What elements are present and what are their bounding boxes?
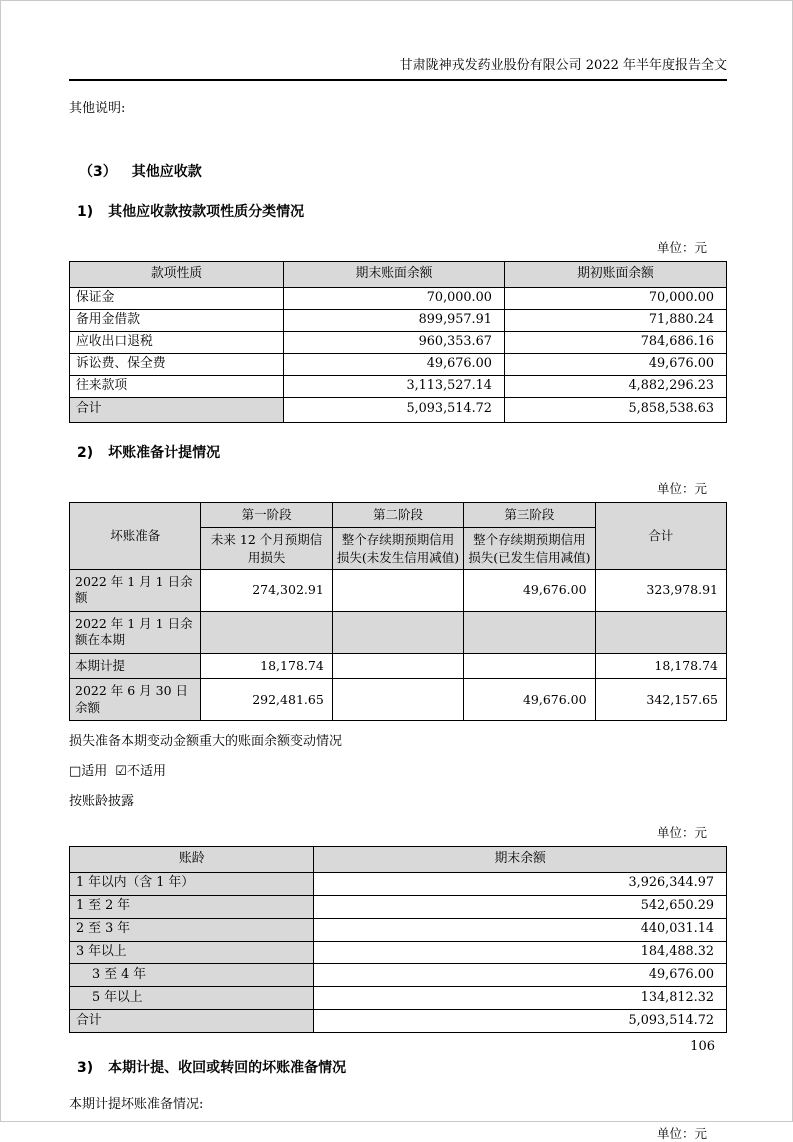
cell-total: 342,157.65 xyxy=(595,679,726,721)
cell-aging-bucket: 1 年以内（含 1 年） xyxy=(70,872,314,895)
table-row xyxy=(70,964,727,987)
column-header: 期末账面余额 xyxy=(284,262,505,288)
cell-stage3 xyxy=(464,653,595,679)
column-header: 期初账面余额 xyxy=(504,262,726,288)
cell-closing-balance: 5,093,514.72 xyxy=(284,397,505,422)
cell-stage1: 292,481.65 xyxy=(201,679,332,721)
cell-opening-balance: 784,686.16 xyxy=(504,331,726,353)
cell-closing-balance: 184,488.32 xyxy=(314,941,727,964)
table-row xyxy=(70,918,727,941)
stage-header: 第三阶段 xyxy=(464,502,595,528)
cell-closing-balance: 960,353.67 xyxy=(284,331,505,353)
corner-header: 坏账准备 xyxy=(70,502,201,569)
cell-total: 18,178.74 xyxy=(595,653,726,679)
cell-stage1: 274,302.91 xyxy=(201,569,332,611)
cell-closing-balance: 3,926,344.97 xyxy=(314,872,727,895)
subsection-title: 其他应收款按款项性质分类情况 xyxy=(108,204,305,221)
cell-stage1: 18,178.74 xyxy=(201,653,332,679)
cell-aging-bucket: 5 年以上 xyxy=(70,987,314,1010)
cell-stage3 xyxy=(464,611,595,653)
cell-item: 诉讼费、保全费 xyxy=(70,353,284,375)
loss-change-note: 损失准备本期变动金额重大的账面余额变动情况 xyxy=(69,734,343,750)
aging-table xyxy=(69,846,727,1033)
cell-stage2 xyxy=(332,679,463,721)
subsection-heading-nature xyxy=(69,203,727,221)
cell-stage3: 49,676.00 xyxy=(464,569,595,611)
cell-row-label: 2022 年 6 月 30 日余额 xyxy=(70,679,201,721)
cell-total xyxy=(595,611,726,653)
section-title: 其他应收款 xyxy=(131,163,202,180)
stage-subheader: 整个存续期预期信用损失(已发生信用减值) xyxy=(464,528,595,570)
cell-stage2 xyxy=(332,611,463,653)
table-row xyxy=(70,375,727,397)
table-row xyxy=(70,331,727,353)
table-header-row xyxy=(70,262,727,288)
cell-closing-balance: 49,676.00 xyxy=(314,964,727,987)
cell-opening-balance: 49,676.00 xyxy=(504,353,726,375)
cell-closing-balance: 70,000.00 xyxy=(284,288,505,310)
cell-stage2 xyxy=(332,653,463,679)
cell-opening-balance: 5,858,538.63 xyxy=(504,397,726,422)
cell-aging-bucket: 1 至 2 年 xyxy=(70,895,314,918)
table-row xyxy=(70,611,727,653)
cell-closing-balance: 899,957.91 xyxy=(284,310,505,332)
subsection-number: 1) xyxy=(77,204,94,221)
report-title: 甘肃陇神戎发药业股份有限公司 2022 年半年度报告全文 xyxy=(399,58,727,73)
cell-stage1 xyxy=(201,611,332,653)
cell-row-label: 2022 年 1 月 1 日余额在本期 xyxy=(70,611,201,653)
cell-closing-balance: 5,093,514.72 xyxy=(314,1010,727,1033)
cell-opening-balance: 71,880.24 xyxy=(504,310,726,332)
table-header-row xyxy=(70,502,727,528)
table-row xyxy=(70,569,727,611)
table-total-row xyxy=(70,1010,727,1033)
unit-label: 单位：元 xyxy=(656,1126,707,1142)
stage-subheader: 整个存续期预期信用损失(未发生信用减值) xyxy=(332,528,463,570)
table-row xyxy=(70,895,727,918)
unit-label: 单位：元 xyxy=(656,240,707,256)
cell-opening-balance: 4,882,296.23 xyxy=(504,375,726,397)
payment-nature-table xyxy=(69,261,727,422)
table-row xyxy=(70,872,727,895)
subsection-heading-provision xyxy=(69,444,727,462)
column-header: 款项性质 xyxy=(70,262,284,288)
aging-disclosure-note: 按账龄披露 xyxy=(69,794,135,810)
stage-header: 第二阶段 xyxy=(332,502,463,528)
cell-closing-balance: 134,812.32 xyxy=(314,987,727,1010)
unit-label: 单位：元 xyxy=(656,480,707,496)
subsection-title: 坏账准备计提情况 xyxy=(108,444,221,461)
subsection-title: 本期计提、收回或转回的坏账准备情况 xyxy=(108,1060,347,1077)
section-number: （3） xyxy=(79,163,117,180)
cell-row-label: 本期计提 xyxy=(70,653,201,679)
cell-closing-balance: 440,031.14 xyxy=(314,918,727,941)
cell-closing-balance: 49,676.00 xyxy=(284,353,505,375)
stage-header: 第一阶段 xyxy=(201,502,332,528)
page-header xyxy=(69,1,727,81)
table-row xyxy=(70,941,727,964)
cell-aging-bucket: 3 至 4 年 xyxy=(70,964,314,987)
cell-total-label: 合计 xyxy=(70,397,284,422)
cell-total-label: 合计 xyxy=(70,1010,314,1033)
cell-item: 应收出口退税 xyxy=(70,331,284,353)
cell-item: 往来款项 xyxy=(70,375,284,397)
unit-label: 单位：元 xyxy=(656,824,707,840)
cell-closing-balance: 3,113,527.14 xyxy=(284,375,505,397)
subsection-number: 2) xyxy=(77,444,94,461)
section-heading-other-receivables xyxy=(69,163,727,181)
total-header: 合计 xyxy=(595,502,726,569)
subsection-number: 3) xyxy=(77,1060,94,1077)
table-row xyxy=(70,288,727,310)
cell-stage2 xyxy=(332,569,463,611)
cell-closing-balance: 542,650.29 xyxy=(314,895,727,918)
cell-stage3: 49,676.00 xyxy=(464,679,595,721)
checkbox-applicable-unchecked: □适用 xyxy=(69,764,108,780)
stage-subheader: 未来 12 个月预期信用损失 xyxy=(201,528,332,570)
column-header: 账龄 xyxy=(70,846,314,872)
table-row xyxy=(70,653,727,679)
table-header-row xyxy=(70,846,727,872)
cell-item: 保证金 xyxy=(70,288,284,310)
table-total-row xyxy=(70,397,727,422)
cell-aging-bucket: 3 年以上 xyxy=(70,941,314,964)
other-note: 其他说明: xyxy=(69,101,126,116)
table-row xyxy=(70,679,727,721)
table-row xyxy=(70,353,727,375)
cell-opening-balance: 70,000.00 xyxy=(504,288,726,310)
cell-total: 323,978.91 xyxy=(595,569,726,611)
bad-debt-provision-table xyxy=(69,502,727,722)
current-provision-note: 本期计提坏账准备情况: xyxy=(69,1097,204,1113)
cell-aging-bucket: 2 至 3 年 xyxy=(70,918,314,941)
table-row xyxy=(70,987,727,1010)
applicability-line xyxy=(69,764,727,781)
column-header: 期末余额 xyxy=(314,846,727,872)
table-row xyxy=(70,310,727,332)
cell-item: 备用金借款 xyxy=(70,310,284,332)
checkbox-not-applicable-checked: ☑不适用 xyxy=(115,764,166,780)
page-number: 106 xyxy=(690,1039,715,1054)
cell-row-label: 2022 年 1 月 1 日余额 xyxy=(70,569,201,611)
subsection-heading-current-provision xyxy=(69,1059,727,1077)
